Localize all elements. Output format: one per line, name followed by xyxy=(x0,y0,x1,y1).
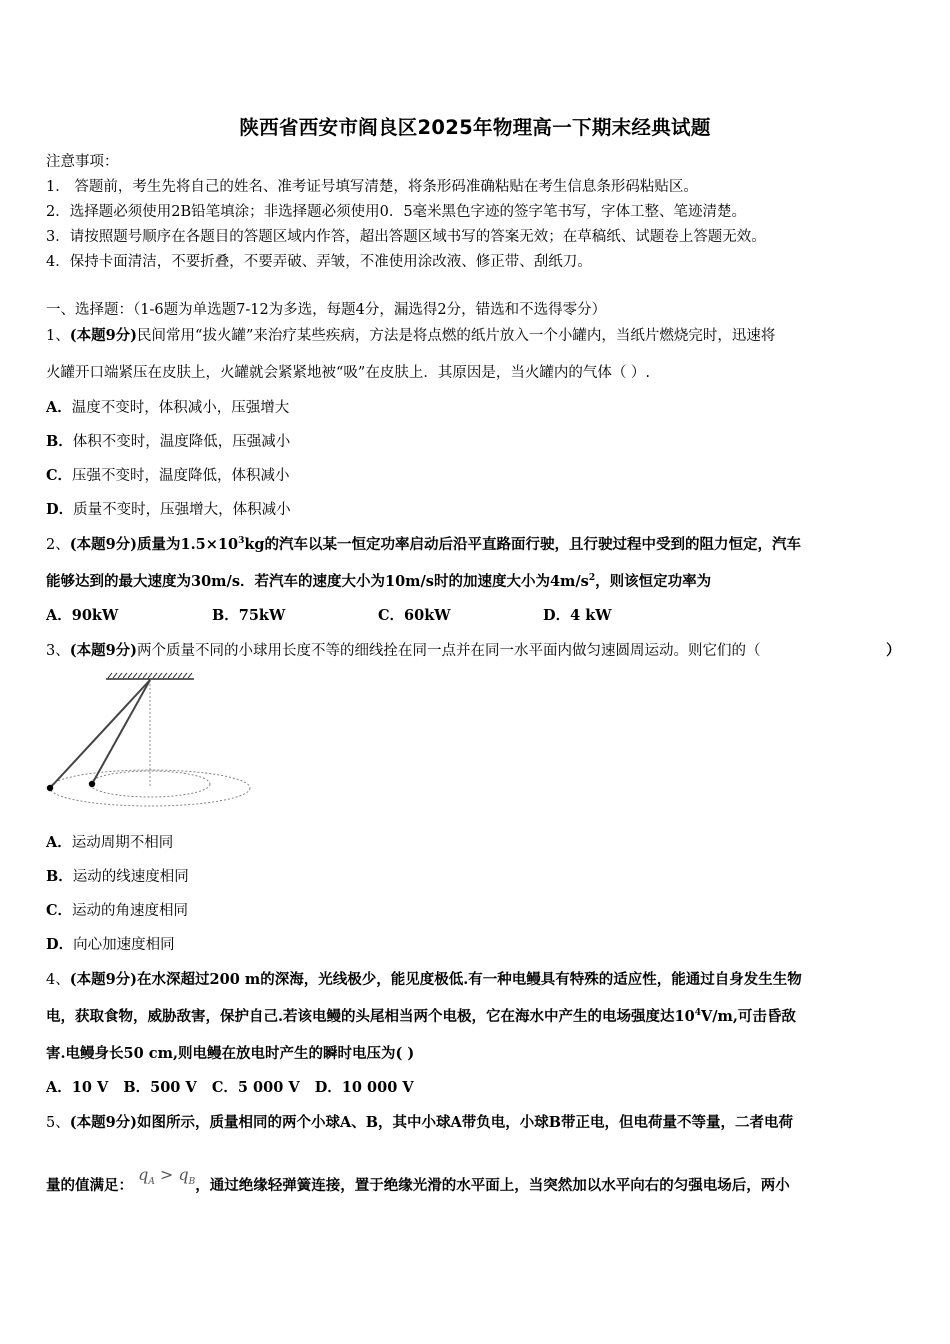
option-key: B． xyxy=(46,433,73,450)
q4-score: (本题9分) xyxy=(69,971,138,988)
option-key: B． xyxy=(46,868,73,885)
q2-option-b: B．75kW xyxy=(212,607,286,624)
page-title: 陕西省西安市阎良区2025年物理高一下期末经典试题 xyxy=(239,116,711,139)
q3-paren-end: ） xyxy=(886,642,901,659)
q3-stem xyxy=(46,641,761,661)
notice-item-2: 2．选择题必须使用2B铅笔填涂；非选择题必须使用0．5毫米黑色字迹的签字笔书写，字体工整、笔迹清楚。 xyxy=(46,204,747,220)
q5-stem-line2 xyxy=(46,1165,790,1202)
q2-text-d: ，则该恒定功率为 xyxy=(595,573,712,590)
ceiling-hatch xyxy=(108,673,192,678)
q2-stem-line1 xyxy=(46,535,801,555)
q3-option-b xyxy=(46,867,189,887)
q4-text-a: 电，获取食物，威胁敌害，保护自己.若该电鳗的头尾相当两个电极，它在海水中产生的电场强度达10 xyxy=(46,1008,695,1025)
math-sub-a: A xyxy=(148,1177,155,1188)
q2-text-b: kg的汽车以某一恒定功率启动后沿平直路面行驶，且行驶过程中受到的阻力恒定，汽车 xyxy=(244,536,802,553)
option-text: 向心加速度相同 xyxy=(73,937,175,953)
q5-text: 如图所示，质量相同的两个小球A、B，其中小球A带负电，小球B带正电，但电荷量不等量，二者电荷 xyxy=(137,1114,794,1131)
q4-number: 4、 xyxy=(46,972,70,988)
q2-stem-line2 xyxy=(46,572,711,592)
q2-number: 2、 xyxy=(46,537,70,553)
q4-stem-line1 xyxy=(46,970,802,990)
option-text: 温度不变时，体积减小，压强增大 xyxy=(71,400,290,416)
q1-stem-line2: 火罐开口端紧压在皮肤上，火罐就会紧紧地被“吸”在皮肤上．其原因是，当火罐内的气体（ ）. xyxy=(46,365,651,381)
q4-stem-line2 xyxy=(46,1007,796,1027)
q2-option-a: A．90kW xyxy=(46,607,119,624)
conical-pendulum-figure xyxy=(40,668,260,813)
q5-charge-inequality xyxy=(138,1165,196,1188)
q2-text-c: 能够达到的最大速度为30m/s．若汽车的速度大小为10m/s时的加速度大小为4m/s xyxy=(46,573,589,590)
long-string xyxy=(50,680,150,788)
q2-score: (本题9分) xyxy=(69,536,138,553)
notice-item-3: 3．请按照题号顺序在各题目的答题区域内作答，超出答题区域书写的答案无效；在草稿纸、试题卷上答题无效。 xyxy=(46,229,766,245)
q2-text-a: 质量为1.5×10 xyxy=(137,536,239,553)
notice-heading: 注意事项： xyxy=(46,154,119,170)
q3-text: 两个质量不同的小球用长度不等的细线拴在同一点并在同一水平面内做匀速圆周运动。则它们的（ xyxy=(137,643,761,659)
q1-text: 民间常用“拔火罐”来治疗某些疾病，方法是将点燃的纸片放入一个小罐内，当纸片燃烧完时，迅速将 xyxy=(137,328,776,344)
q4-text-b: V/m,可击昏敌 xyxy=(701,1008,796,1025)
ball-1 xyxy=(47,785,53,791)
option-key: D． xyxy=(46,936,74,953)
q2-sup: 3 xyxy=(238,536,245,546)
option-key: C． xyxy=(46,902,73,919)
q3-number: 3、 xyxy=(46,643,70,659)
math-q: q xyxy=(138,1165,149,1184)
math-gt: > xyxy=(154,1165,179,1184)
notice-item-4: 4．保持卡面清洁，不要折叠，不要弄破、弄皱，不准使用涂改液、修正带、刮纸刀。 xyxy=(46,254,592,270)
ball-2 xyxy=(89,781,95,787)
q2-option-c: C．60kW xyxy=(378,607,451,624)
q1-option-a xyxy=(46,398,289,418)
section-heading: 一、选择题：（1-6题为单选题7-12为多选，每题4分，漏选得2分，错选和不选得零分） xyxy=(46,302,607,318)
q4-text: 在水深超过200 m的深海，光线极少，能见度极低.有一种电鳗具有特殊的适应性，能通过自身发生生物 xyxy=(137,971,802,988)
option-key: A． xyxy=(46,399,72,416)
notice-item-1: 1． 答题前，考生先将自己的姓名、准考证号填写清楚，将条形码准确粘贴在考生信息条形码粘贴区。 xyxy=(46,179,698,195)
option-text: 运动周期不相同 xyxy=(71,835,174,851)
q2-sup2: 2 xyxy=(588,573,596,583)
q1-option-b xyxy=(46,432,290,452)
q3-option-c xyxy=(46,901,188,921)
q1-number: 1、 xyxy=(46,328,70,344)
q3-score: (本题9分) xyxy=(69,642,138,659)
q5-number: 5、 xyxy=(46,1115,70,1131)
q1-stem-line1 xyxy=(46,326,775,346)
q3-option-a xyxy=(46,833,173,853)
q5-text-a: 量的值满足： xyxy=(46,1177,133,1194)
q1-option-c xyxy=(46,466,290,486)
q5-text-b: ，通过绝缘轻弹簧连接，置于绝缘光滑的水平面上，当突然加以水平向右的匀强电场后，两小 xyxy=(195,1177,790,1194)
q4-sup: 4 xyxy=(694,1008,701,1018)
option-text: 体积不变时，温度降低，压强减小 xyxy=(72,434,291,450)
q5-score: (本题9分) xyxy=(69,1114,138,1131)
q3-option-d xyxy=(46,935,175,955)
q2-option-d: D．4 kW xyxy=(543,607,612,624)
option-text: 运动的线速度相同 xyxy=(72,869,189,885)
option-key: D． xyxy=(46,501,74,518)
q1-score: (本题9分) xyxy=(69,327,138,344)
option-text: 压强不变时，温度降低，体积减小 xyxy=(72,468,290,484)
q1-option-d xyxy=(46,500,291,520)
q5-stem-line1 xyxy=(46,1113,793,1133)
q4-stem-line3: 害.电鳗身长50 cm,则电鳗在放电时产生的瞬时电压为( ) xyxy=(46,1045,415,1062)
q4-options: A．10 V B．500 V C．5 000 V D．10 000 V xyxy=(46,1079,414,1096)
option-key: C． xyxy=(46,467,73,484)
math-sub-b: B xyxy=(188,1177,196,1188)
option-text: 质量不变时，压强增大，体积减小 xyxy=(73,502,291,518)
option-text: 运动的角速度相同 xyxy=(72,903,189,919)
option-key: A． xyxy=(46,834,72,851)
math-q: q xyxy=(178,1165,189,1184)
